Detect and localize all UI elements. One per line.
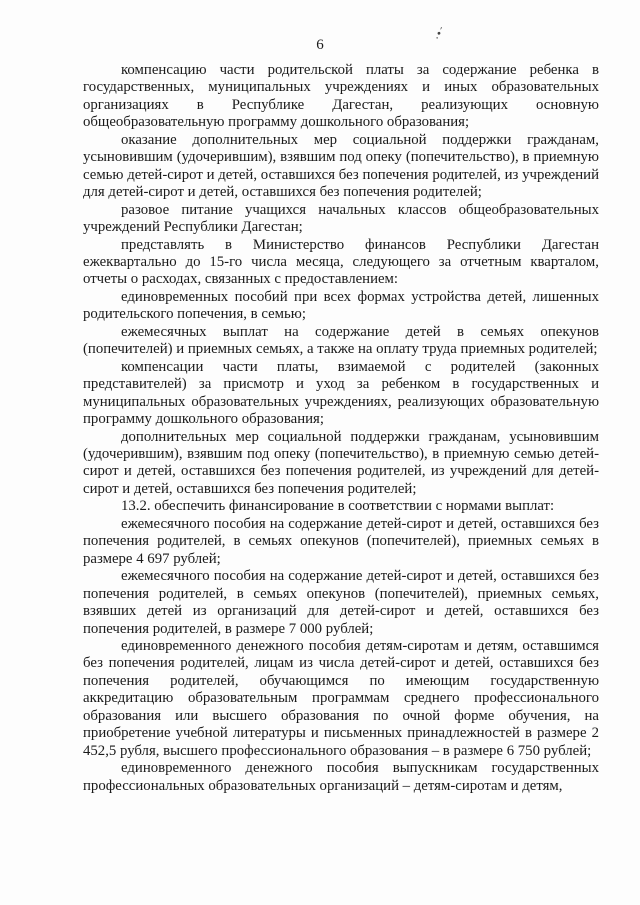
paragraph: 13.2. обеспечить финансирование в соответствии с нормами выплат: xyxy=(121,498,555,515)
paragraph: ежемесячного пособия на содержание детей-сирот и детей, оставшихся без попечения родителей, в семьях опекунов (попечителей), приемных семьях, взявших детей из организаций для детей-сирот и детей, оставшихся без попечения родителей, в размере 7 000 рублей; xyxy=(83,568,599,637)
paragraph: компенсацию части родительской платы за содержание ребенка в государственных, муниципальных учреждениях и иных образовательных организациях в Республике Дагестан, реализующих основную общеобразовательную программу дошкольного образования; xyxy=(83,62,599,131)
paragraph: единовременного денежного пособия детям-сиротам и детям, оставшимся без попечения родителей, лицам из числа детей-сирот и детей, оставшихся без попечения родителей, обучающимся по имеющим государственную аккредитацию образовательным программам среднего профессионального образования или высшего образования по очной форме обучения, на приобретение учебной литературы и письменных принадлежностей в размере 2 452,5 рубля, высшего профессионального образования – в размере 6 750 рублей; xyxy=(83,637,599,759)
page-number: 6 xyxy=(316,37,324,53)
paragraph: компенсации части платы, взимаемой с родителей (законных представителей) за присмотр и уход за ребенком в государственных и муниципальных образовательных учреждениях, реализующих образовательную программу дошкольного образования; xyxy=(83,358,599,428)
paragraph: представлять в Министерство финансов Республики Дагестан ежеквартально до 15-го числа месяца, следующего за отчетным кварталом, отчеты о расходах, связанных с предоставлением: xyxy=(83,236,599,288)
paragraph: ежемесячных выплат на содержание детей в семьях опекунов (попечителей) и приемных семьях, а также на оплату труда приемных родителей; xyxy=(83,323,599,358)
paragraph: единовременных пособий при всех формах устройства детей, лишенных родительского попечения, в семью; xyxy=(83,288,599,323)
paragraph: единовременного денежного пособия выпускникам государственных профессиональных образовательных организаций – детям-сиротам и детям, xyxy=(83,760,599,794)
document-body xyxy=(83,62,599,795)
paragraph: оказание дополнительных мер социальной поддержки гражданам, усыновившим (удочерившим), взявшим под опеку (попечительство), в приемную семью детей-сирот и детей, оставшихся без попечения родителей, из учреждений для детей-сирот и детей, оставшихся без попечения родителей; xyxy=(83,131,599,201)
paragraph: разовое питание учащихся начальных классов общеобразовательных учреждений Республики Дагестан; xyxy=(83,201,599,236)
pen-mark: .•´ xyxy=(431,24,448,42)
paragraph: дополнительных мер социальной поддержки гражданам, усыновившим (удочерившим), взявшим под опеку (попечительство), в приемную семью детей-сирот и детей, оставшихся без попечения родителей, из учреждений для детей-сирот и детей, оставшихся без попечения родителей; xyxy=(83,428,599,497)
paragraph: ежемесячного пособия на содержание детей-сирот и детей, оставшихся без попечения родителей, в семьях опекунов (попечителей), приемных семьях в размере 4 697 рублей; xyxy=(83,515,599,567)
